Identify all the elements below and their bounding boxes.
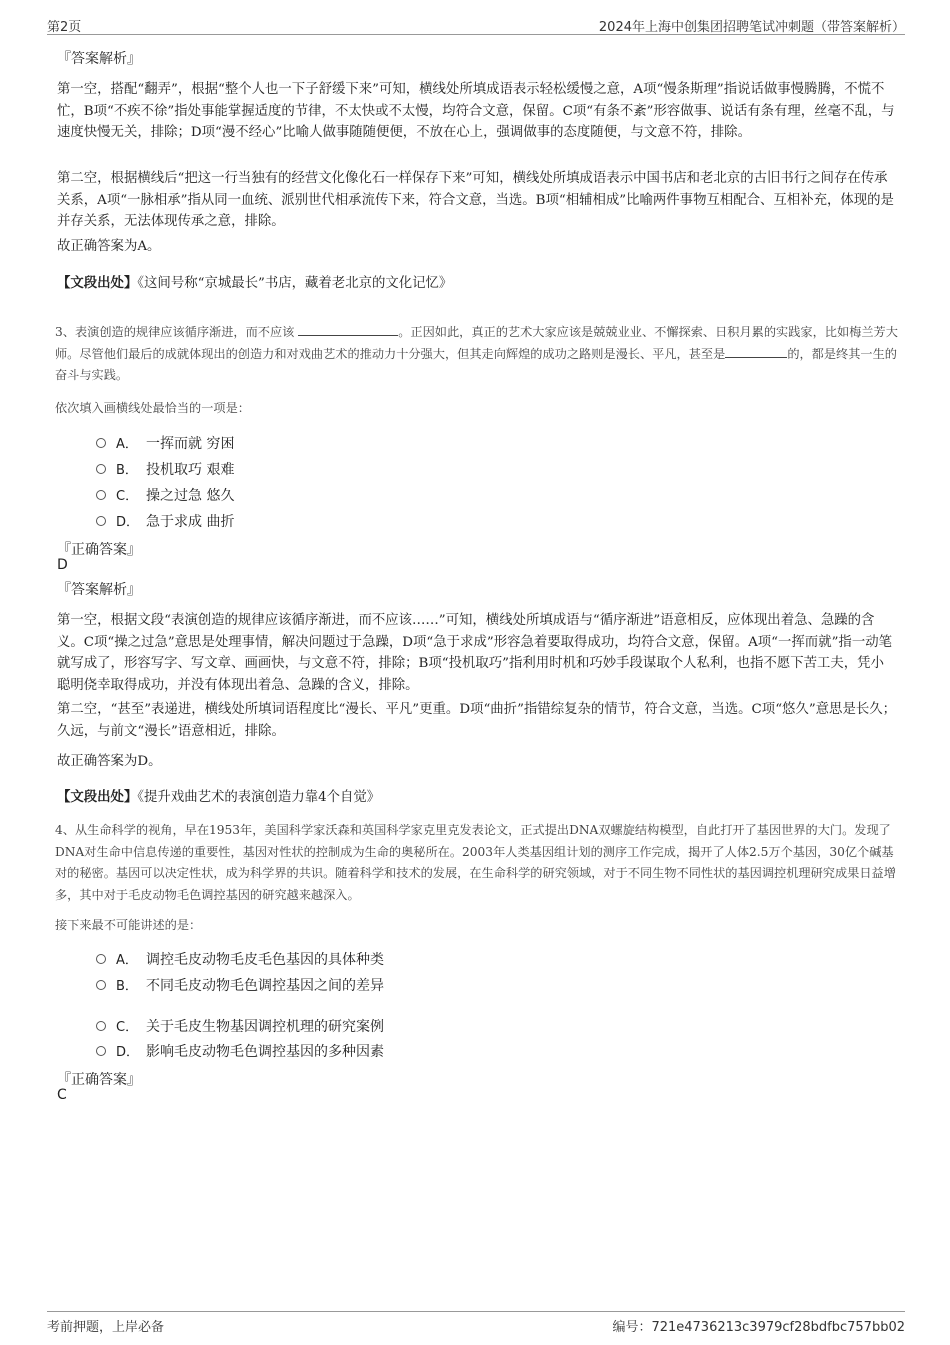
q2-conclusion: 故正确答案为A。: [57, 239, 161, 254]
q4-option-a[interactable]: [96, 949, 384, 969]
option-text: 调控毛皮动物毛皮毛色基因的具体种类: [146, 952, 384, 968]
radio-icon[interactable]: [96, 464, 106, 474]
q4-answer: C: [57, 1087, 67, 1103]
q3-ask: 依次填入画横线处最恰当的一项是：: [55, 401, 250, 415]
q3-answer-label: 『正确答案』: [57, 542, 141, 558]
option-key: D．: [116, 1045, 140, 1060]
q3-answer: D: [57, 557, 68, 573]
q4-stem: 4、从生命科学的视角，早在1953年，美国科学家沃森和英国科学家克里克发表论文，正式提出DNA双螺旋结构模型，自此打开了基因世界的大门。发现了DNA对生命中信息传递的重要性，基因对性状的控制成为生命的奥秘所在。2003年人类基因组计划的测序工作完成，揭开了人体2.5万个基因，30亿个碱基对的秘密。基因可以决定性状，成为科学界的共识。随着科学和技术的发展，在生命科学的研究领域，对于不同生物不同性状的基因调控机理研究成果日益增多，其中对于毛皮动物毛色调控基因的研究越来越深入。: [55, 823, 896, 902]
page-number: 第2页: [47, 20, 82, 35]
q2-analysis-para2: 第二空，根据横线后“把这一行当独有的经营文化像化石一样保存下来”可知，横线处所填成语表示中国书店和老北京的古旧书行之间存在传承关系，A项“一脉相承”指从同一血统、派别世代相承流传下来，符合文意，当选。B项“相辅相成”比喻两件事物互相配合、互相补充，体现的是并存关系，无法体现传承之意，排除。: [57, 171, 894, 229]
option-key: A．: [116, 953, 138, 968]
option-key: C．: [116, 489, 139, 504]
q3-option-d[interactable]: [96, 511, 234, 531]
q3-stem-part3: 的，都是终其一生的奋斗与实践。: [55, 346, 897, 382]
q2-source-label: 【文段出处】: [57, 275, 138, 291]
footer-slogan: 考前押题，上岸必备: [47, 1320, 165, 1335]
option-key: B．: [116, 979, 138, 994]
option-key: C．: [116, 1020, 139, 1035]
q3-analysis-label: 『答案解析』: [57, 582, 141, 598]
q3-conclusion: 故正确答案为D。: [57, 754, 162, 769]
radio-icon[interactable]: [96, 516, 106, 526]
q2-source: [57, 272, 452, 291]
q4-option-c[interactable]: [96, 1016, 384, 1036]
q3-option-a[interactable]: [96, 433, 234, 453]
q2-analysis-label: 『答案解析』: [57, 51, 141, 67]
q3-stem-part2: 。正因如此，真正的艺术大家应该是兢兢业业、不懈探索、日积月累的实践家，比如梅兰芳大师。尽管他们最后的成就体现出的创造力和对戏曲艺术的推动力十分强大，但其走向辉煌的成功之路则是漫长、平凡，甚至是: [55, 325, 898, 361]
option-key: A．: [116, 437, 138, 452]
option-text: 一挥而就 穷困: [146, 436, 235, 452]
radio-icon[interactable]: [96, 1046, 106, 1056]
q3-option-b[interactable]: [96, 459, 234, 479]
q3-blank-1: [298, 323, 398, 336]
q2-source-text: 《这间号称“京城最长”书店，藏着老北京的文化记忆》: [137, 276, 453, 291]
option-text: 急于求成 曲折: [146, 514, 235, 530]
q4-ask: 接下来最不可能讲述的是：: [55, 918, 202, 932]
radio-icon[interactable]: [96, 1021, 106, 1031]
option-key: B．: [116, 463, 138, 478]
q3-source-label: 【文段出处】: [57, 789, 138, 805]
option-key: D．: [116, 515, 140, 530]
q3-blank-2: [725, 345, 787, 358]
q4-option-b[interactable]: [96, 975, 384, 995]
q3-analysis-para1: 第一空，根据文段“表演创造的规律应该循序渐进，而不应该……”可知，横线处所填成语与“循序渐进”语意相反，应体现出着急、急躁的含义。C项“操之过急”意思是处理事情，解决问题过于急躁，D项“急于求成”形容急着要取得成功，均符合文意，保留。A项“一挥而就”指一动笔就写成了，形容写字、写文章、画画快，与文意不符，排除；B项“投机取巧”指利用时机和巧妙手段谋取个人私利，也指不愿下苦工夫，凭小聪明侥幸取得成功，并没有体现出着急、急躁的含义，排除。: [57, 613, 892, 693]
option-text: 影响毛皮动物毛色调控基因的多种因素: [146, 1044, 384, 1060]
document-title: 2024年上海中创集团招聘笔试冲刺题（带答案解析）: [598, 20, 905, 35]
radio-icon[interactable]: [96, 438, 106, 448]
option-text: 操之过急 悠久: [146, 488, 235, 504]
option-text: 不同毛皮动物毛色调控基因之间的差异: [146, 978, 384, 994]
q3-analysis-para2: 第二空，“甚至”表递进，横线处所填词语程度比“漫长、平凡”更重。D项“曲折”指错综复杂的情节，符合文意，当选。C项“悠久”意思是长久；久远，与前文“漫长”语意相近，排除。: [57, 702, 897, 739]
radio-icon[interactable]: [96, 980, 106, 990]
q3-stem: [55, 322, 900, 387]
q3-source-text: 《提升戏曲艺术的表演创造力靠4个自觉》: [137, 790, 381, 805]
q2-analysis-para1: 第一空，搭配“翻弄”，根据“整个人也一下子舒缓下来”可知，横线处所填成语表示轻松缓慢之意，A项“慢条斯理”指说话做事慢腾腾，不慌不忙，B项“不疾不徐”指处事能掌握适度的节律，不太快或不太慢，均符合文意，保留。C项“有条不紊”形容做事、说话有条有理，丝毫不乱，与速度快慢无关，排除；D项“漫不经心”比喻人做事随随便便，不放在心上，强调做事的态度随便，与文意不符，排除。: [57, 82, 895, 140]
q4-answer-label: 『正确答案』: [57, 1072, 141, 1088]
q3-source: [57, 786, 380, 805]
option-text: 投机取巧 艰难: [146, 462, 235, 478]
q4-option-d[interactable]: [96, 1041, 384, 1061]
radio-icon[interactable]: [96, 490, 106, 500]
option-text: 关于毛皮生物基因调控机理的研究案例: [146, 1019, 384, 1035]
page-header: [47, 14, 905, 35]
q3-option-c[interactable]: [96, 485, 234, 505]
footer-serial: 编号：721e4736213c3979cf28bdfbc757bb02: [612, 1320, 905, 1335]
page-footer: [47, 1311, 905, 1334]
radio-icon[interactable]: [96, 954, 106, 964]
q3-stem-part1: 3、表演创造的规律应该循序渐进，而不应该: [55, 325, 295, 339]
